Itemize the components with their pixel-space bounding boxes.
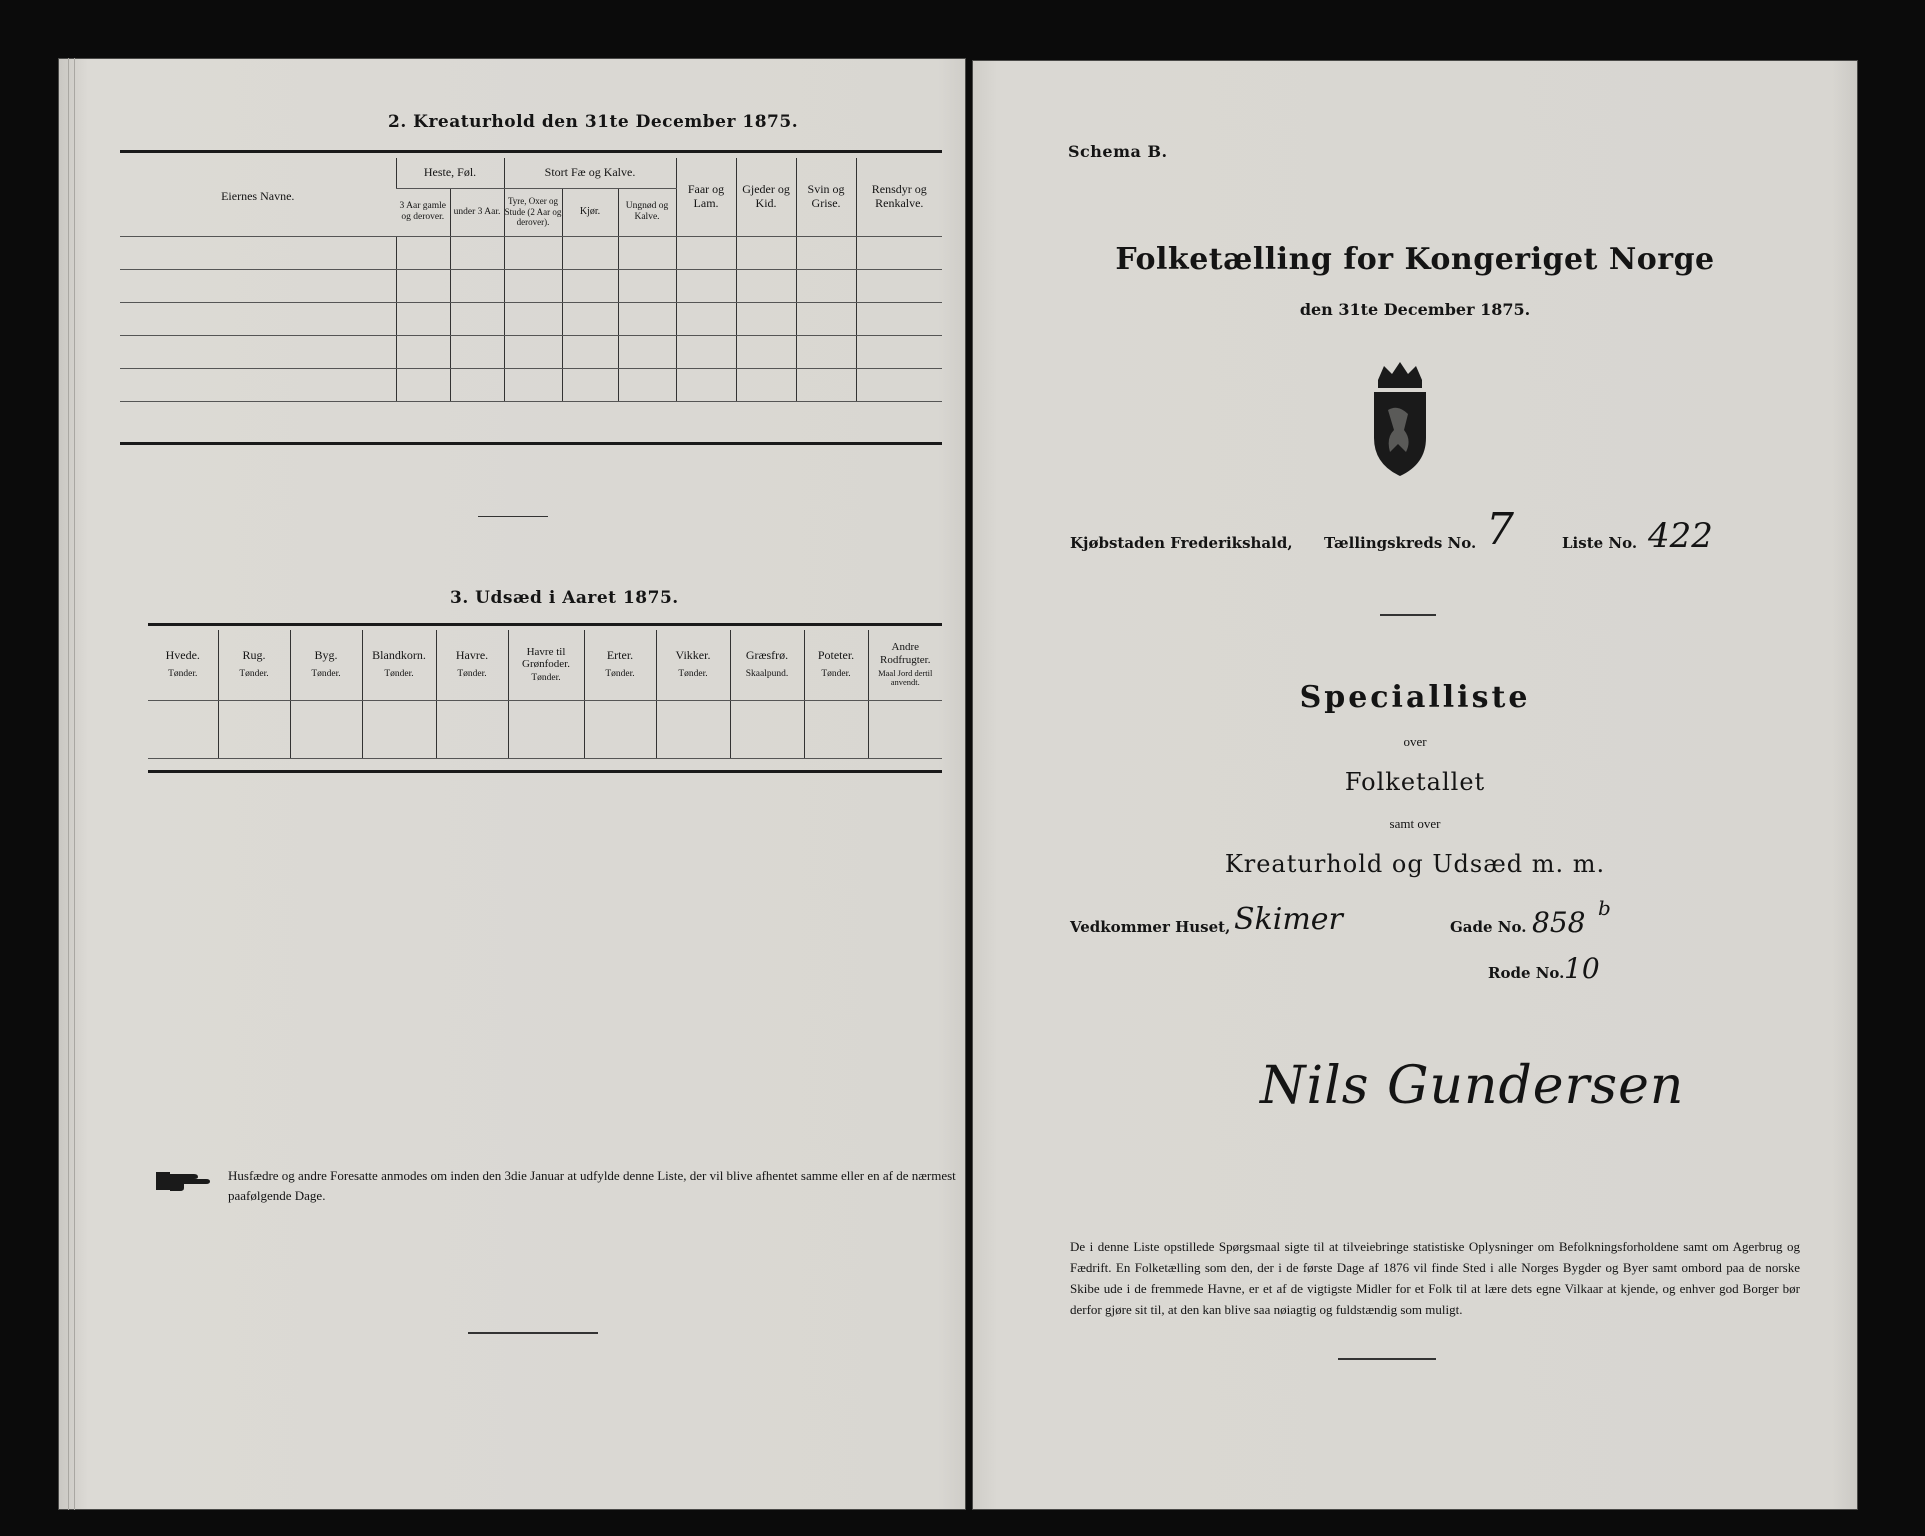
huset-label: Vedkommer Huset, [1070, 918, 1231, 936]
specialliste-heading: Specialliste [1299, 680, 1531, 715]
livestock-table [120, 158, 942, 402]
liste-label: Liste No. [1562, 534, 1638, 552]
seed-table [148, 630, 942, 759]
seed-header-blandkorn: Blandkorn. Tønder. [362, 630, 436, 700]
samt-over-text: samt over [1389, 816, 1441, 831]
coat-of-arms-icon [1368, 360, 1432, 478]
page-edge [74, 58, 75, 1510]
divider [1338, 1358, 1436, 1360]
gjeder-header: Gjeder og Kid. [736, 158, 796, 236]
rode-label: Rode No. [1488, 964, 1565, 982]
kjobstad-label: Kjøbstaden Frederikshald, [1070, 534, 1293, 552]
kreds-value: 7 [1486, 504, 1514, 555]
table-row [120, 236, 942, 269]
pointing-hand-icon [154, 1166, 212, 1196]
kreaturhold-heading: Kreaturhold og Udsæd m. m. [1224, 850, 1606, 878]
table-row [148, 700, 942, 758]
svin-header: Svin og Grise. [796, 158, 856, 236]
rode-value: 10 [1564, 952, 1600, 985]
footer-note: De i denne Liste opstillede Spørgsmaal sigte til at tilveiebringe statistiske Oplysninger om Befolkningsforholdene samt om Agerbrug og Fædrift. En Folketælling som den, der i de første Dage af 1876 vil finde Sted i alle Norges Bygder og Byer samt ombord paa de norske Skibe ude i de fremmede Havne, er et af de vigtigste Midler for et Folk til at lære dets egne Vilkaar at kjende, og enhver god Borger bør derfor gjøre sit til, at den kan blive saa nøiagtig og fuldstændig som muligt. [1070, 1239, 1800, 1317]
heste-old-header: 3 Aar gamle og derover. [396, 188, 450, 236]
gade-label: Gade No. [1450, 918, 1527, 936]
ungnod-header: Ungnød og Kalve. [618, 188, 676, 236]
liste-value: 422 [1648, 516, 1713, 556]
seed-header-erter: Erter. Tønder. [584, 630, 656, 700]
notice-text: Husfædre og andre Foresatte anmodes om inden den 3die Januar at udfylde denne Liste, der vil blive afhentet samme eller en af de nærmest paafølgende Dage. [228, 1168, 956, 1203]
table-top-rule [120, 150, 942, 153]
seed-header-rug: Rug. Tønder. [218, 630, 290, 700]
schema-label: Schema B. [1068, 142, 1168, 161]
tyre-header: Tyre, Oxer og Stude (2 Aar og derover). [504, 188, 562, 236]
faar-header: Faar og Lam. [676, 158, 736, 236]
rensdyr-header: Rensdyr og Renkalve. [856, 158, 942, 236]
table-row [120, 335, 942, 368]
seed-table-bottom-rule [148, 770, 942, 773]
seed-header-havre-gronfoder: Havre til Grønfoder. Tønder. [508, 630, 584, 700]
heste-young-header: under 3 Aar. [450, 188, 504, 236]
table-row [120, 269, 942, 302]
seed-header-hvede: Hvede. Tønder. [148, 630, 218, 700]
signature: Nils Gundersen [1260, 1056, 1685, 1116]
page-edge [68, 58, 69, 1510]
folketallet-heading: Folketallet [1344, 768, 1486, 796]
kjor-header: Kjør. [562, 188, 618, 236]
table-bottom-rule [120, 442, 942, 445]
gade-suffix: b [1598, 896, 1611, 920]
section-2-title: 2. Kreaturhold den 31te December 1875. [388, 112, 799, 132]
over-text: over [1403, 734, 1427, 749]
table-row [120, 302, 942, 335]
seed-table-top-rule [148, 623, 942, 626]
document-title: Folketælling for Kongeriget Norge [1115, 242, 1715, 277]
table-row [120, 368, 942, 401]
divider [468, 1332, 598, 1334]
seed-header-havre: Havre. Tønder. [436, 630, 508, 700]
seed-header-poteter: Poteter. Tønder. [804, 630, 868, 700]
section-3-title: 3. Udsæd i Aaret 1875. [450, 588, 679, 608]
stort-fae-group-header: Stort Fæ og Kalve. [504, 158, 676, 188]
seed-header-andre: Andre Rodfrugter. Maal Jord dertil anvendt. [868, 630, 942, 700]
gade-value: 858 [1532, 906, 1586, 939]
seed-header-row [148, 630, 942, 700]
divider [478, 516, 548, 517]
owner-header: Eiernes Navne. [120, 158, 396, 236]
kreds-label: Tællingskreds No. [1324, 534, 1477, 552]
document-date: den 31te December 1875. [1299, 300, 1531, 319]
seed-header-byg: Byg. Tønder. [290, 630, 362, 700]
left-page [58, 58, 966, 1510]
heste-group-header: Heste, Føl. [396, 158, 504, 188]
seed-header-vikker: Vikker. Tønder. [656, 630, 730, 700]
huset-value: Skimer [1234, 902, 1343, 937]
divider [1380, 614, 1436, 616]
seed-header-graesfro: Græsfrø. Skaalpund. [730, 630, 804, 700]
right-page [972, 60, 1858, 1510]
